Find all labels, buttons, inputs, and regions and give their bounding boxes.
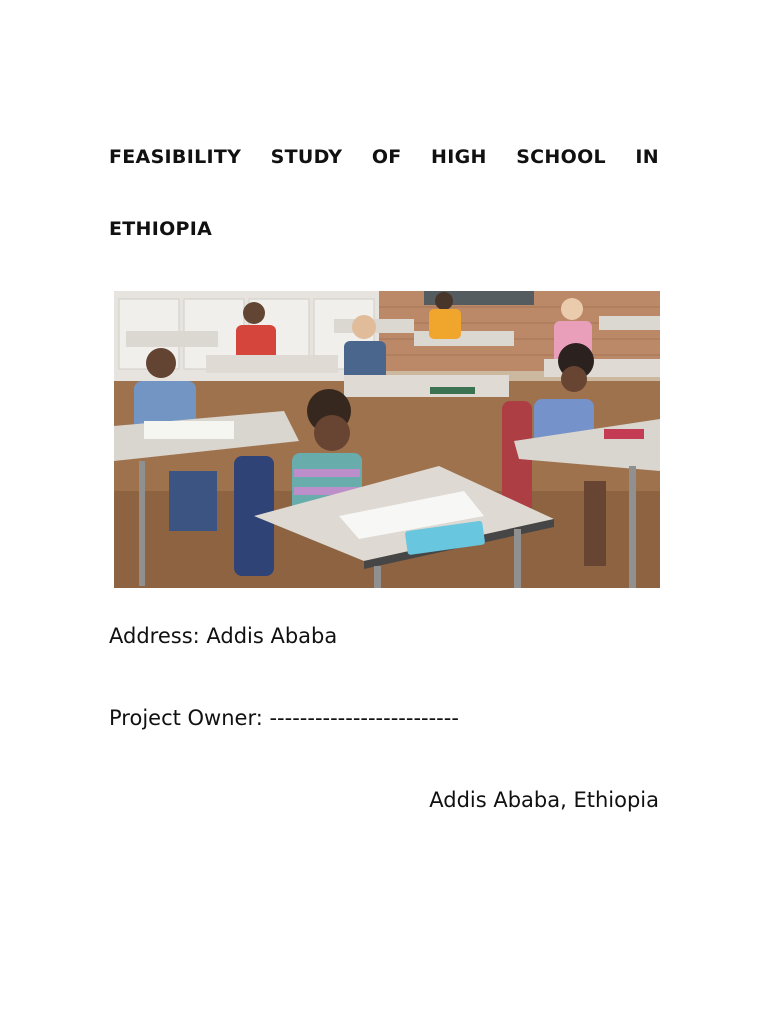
title-word: OF (371, 146, 402, 168)
title-word: IN (635, 146, 659, 168)
classroom-photo (114, 291, 660, 588)
title-word: STUDY (270, 146, 343, 168)
project-owner-line: Project Owner: ------------------------- (109, 706, 459, 730)
address-line: Address: Addis Ababa (109, 624, 338, 648)
title-word: SCHOOL (516, 146, 606, 168)
title-line-2: ETHIOPIA (109, 218, 213, 240)
title-word: HIGH (431, 146, 487, 168)
title-line-1 (109, 146, 659, 168)
title-word: FEASIBILITY (109, 146, 242, 168)
location-line: Addis Ababa, Ethiopia (429, 788, 659, 812)
